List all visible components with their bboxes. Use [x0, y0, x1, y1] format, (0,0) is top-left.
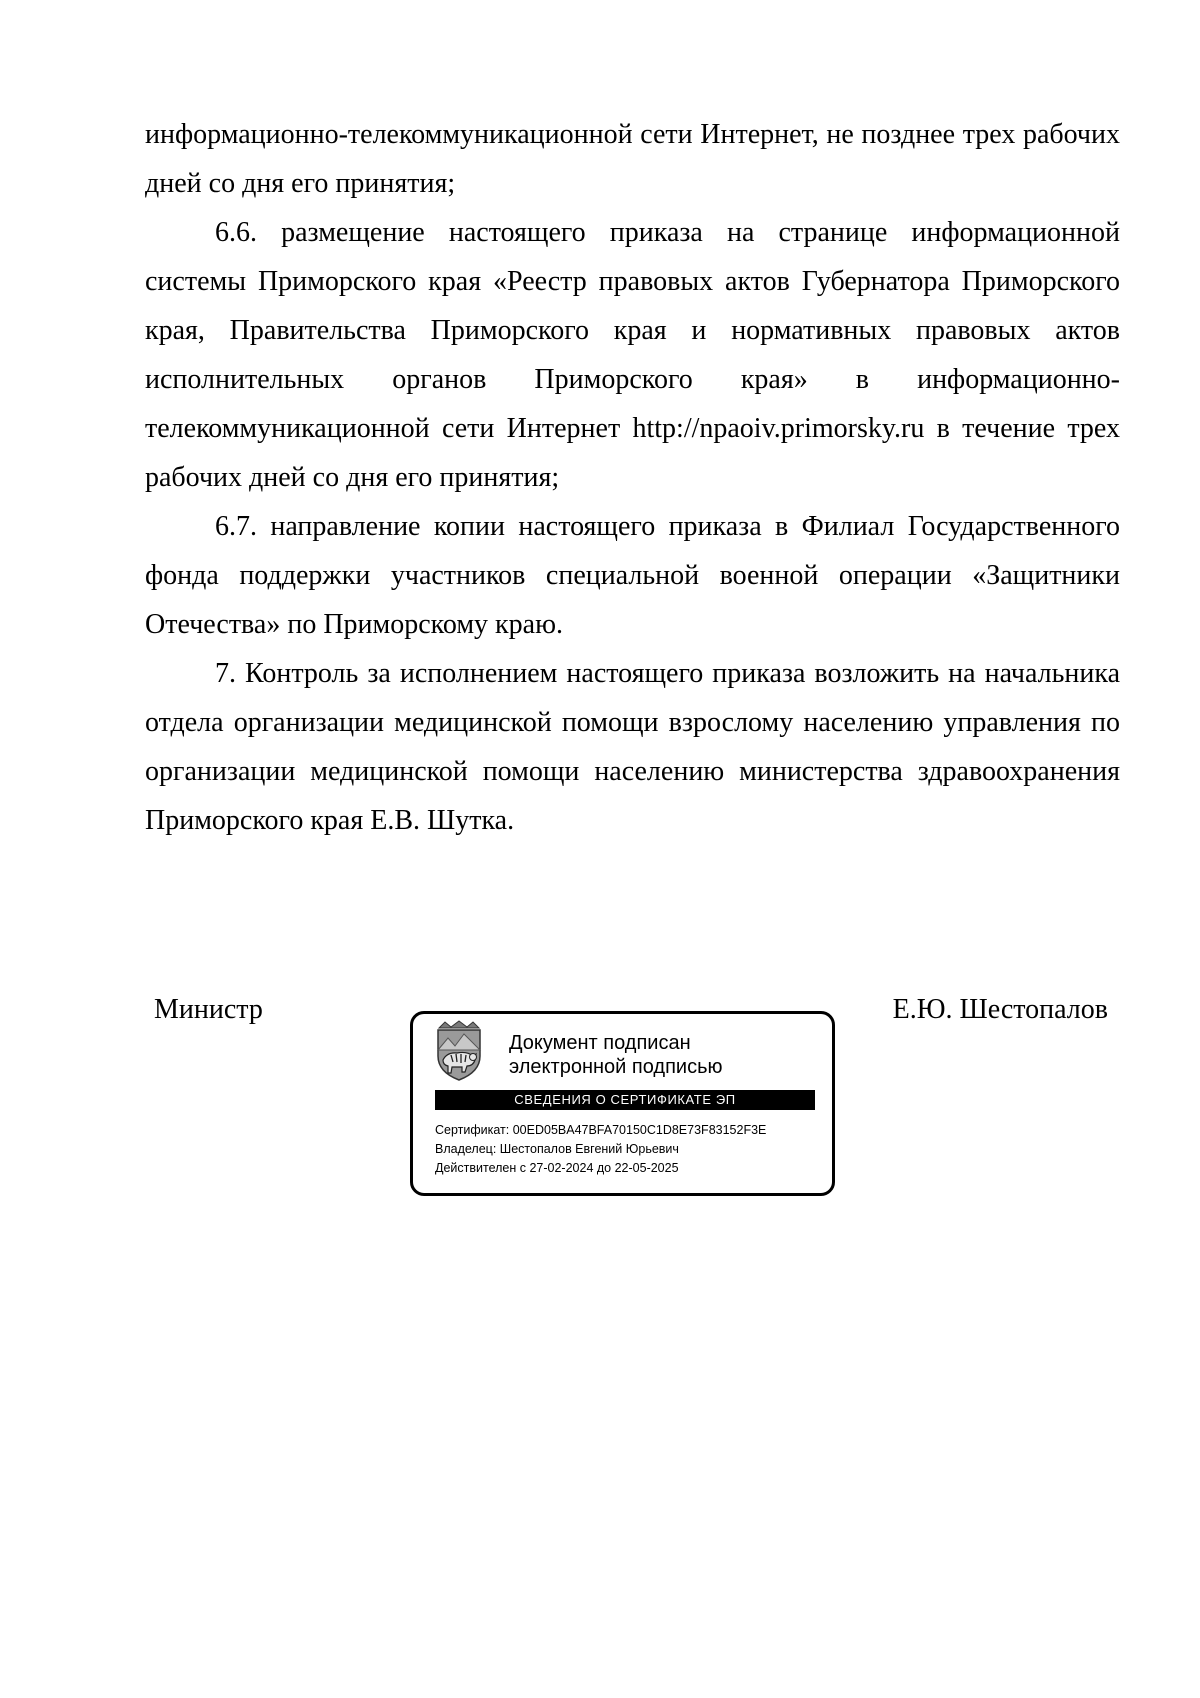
- stamp-heading: [509, 1031, 809, 1079]
- paragraph-6-7: 6.7. направление копии настоящего приказа в Филиал Государственного фонда поддержки участников специальной военной операции «Защитники Отечества» по Приморскому краю.: [145, 511, 1120, 640]
- stamp-heading-line1: Документ подписан: [509, 1032, 691, 1054]
- certificate-info-bar: СВЕДЕНИЯ О СЕРТИФИКАТЕ ЭП: [435, 1090, 815, 1110]
- stamp-heading-line2: электронной подписью: [509, 1056, 723, 1078]
- electronic-signature-stamp: [410, 1011, 835, 1196]
- certificate-validity: Действителен с 27-02-2024 до 22-05-2025: [435, 1161, 679, 1175]
- signatory-name: Е.Ю. Шестопалов: [892, 994, 1108, 1025]
- paragraph-continuation: информационно-телекоммуникационной сети Интернет, не позднее трех рабочих дней со дня его принятия;: [145, 119, 1120, 199]
- primorsky-coat-of-arms-icon: [433, 1020, 485, 1082]
- certificate-owner: Владелец: Шестопалов Евгений Юрьевич: [435, 1142, 679, 1156]
- certificate-details: [435, 1121, 825, 1178]
- certificate-number: Сертификат: 00ED05BA47BFA70150C1D8E73F83152F3E: [435, 1123, 767, 1137]
- paragraph-6-6: 6.6. размещение настоящего приказа на странице информационной системы Приморского края «Реестр правовых актов Губернатора Приморского края, Правительства Приморского края и нормативных правовых актов исполнительных органов Приморского края» в информационно-телекоммуникационной сети Интернет http://npaoiv.primorsky.ru в течение трех рабочих дней со дня его принятия;: [145, 217, 1120, 493]
- document-body: [145, 110, 1120, 845]
- signatory-title: Министр: [154, 994, 263, 1025]
- paragraph-7: 7. Контроль за исполнением настоящего приказа возложить на начальника отдела организации медицинской помощи взрослому населению управления по организации медицинской помощи населению министерства здравоохранения Приморского края Е.В. Шутка.: [145, 658, 1120, 836]
